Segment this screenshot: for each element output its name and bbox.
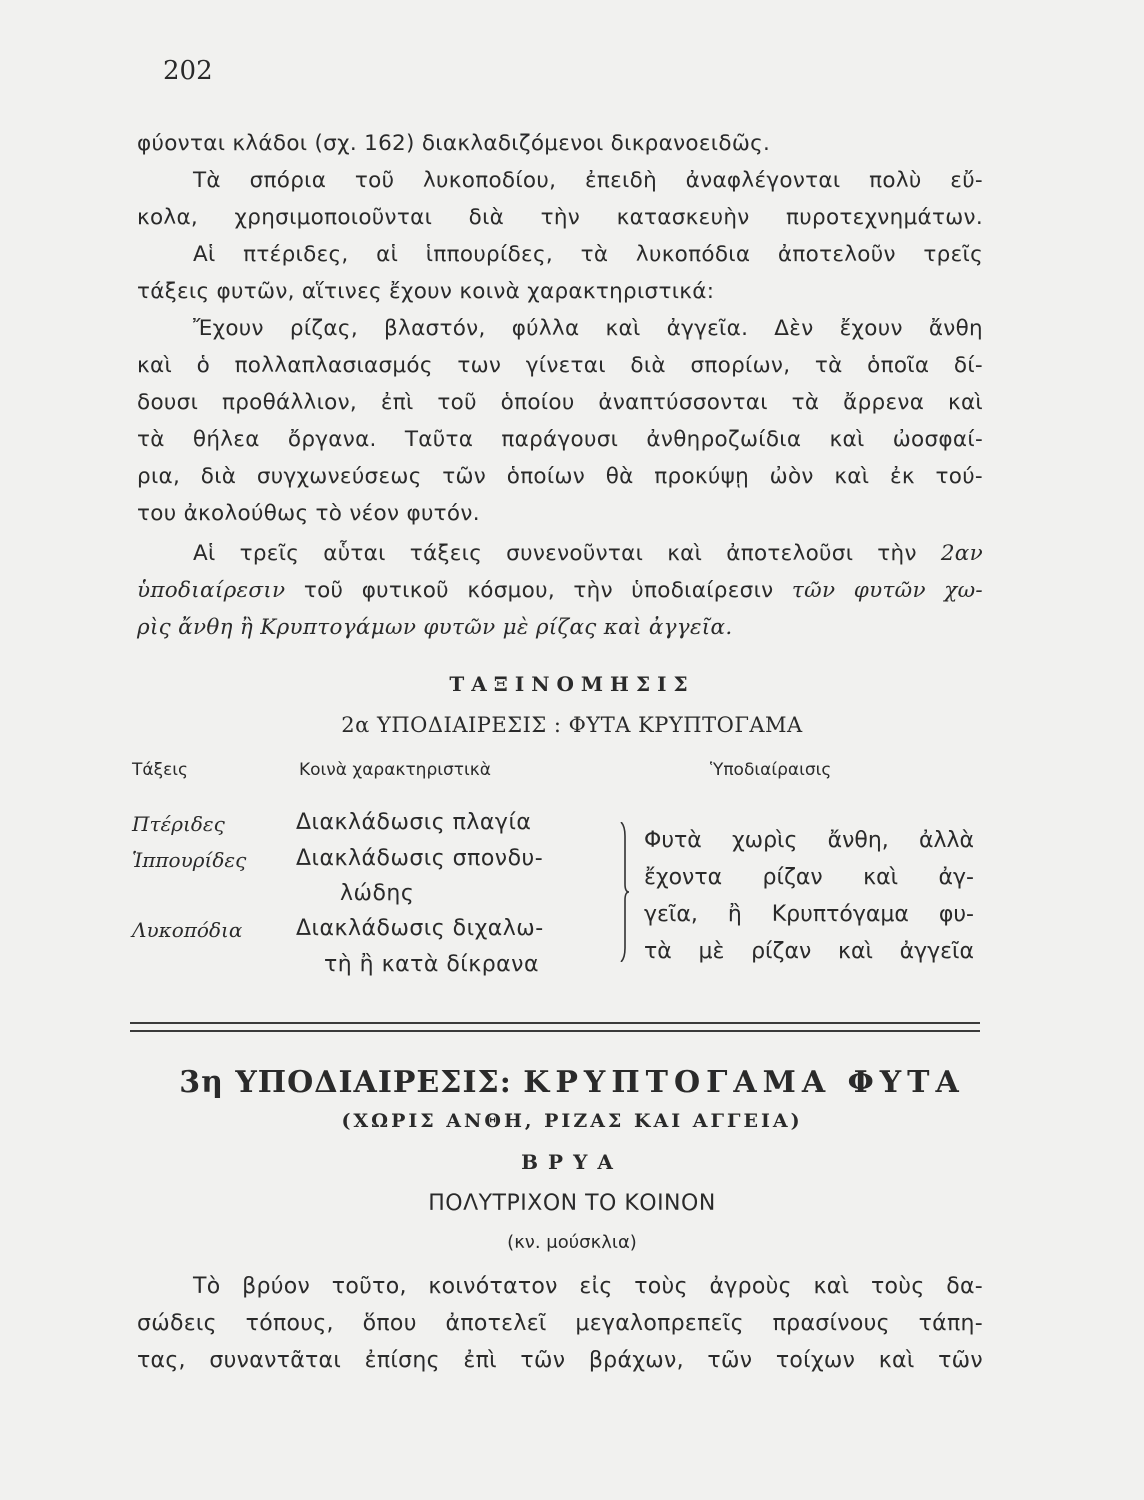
row-char-lykopodia-cont: τὴ ἢ κατὰ δίκρανα: [324, 952, 539, 977]
section-title-b: ΚΡΥΠΤΟΓΑΜΑ ΦΥΤΑ: [523, 1065, 965, 1100]
row-char-hippourides-cont: λώδης: [340, 881, 415, 906]
text-line: τας, συναντᾶται ἐπίσης ἐπὶ τῶν βράχων, τῶν τοίχων καὶ τῶν: [137, 1348, 983, 1373]
common-name: (κν. μούσκλια): [507, 1232, 637, 1253]
paragraph-2: [137, 162, 983, 236]
text-line: Ἔχουν ρίζας, βλαστόν, φύλλα καὶ ἀγγεῖα. Δὲν ἔχουν ἄνθη: [193, 316, 983, 341]
row-char-lykopodia: Διακλάδωσις διχαλω-: [296, 916, 544, 941]
italic-run: ὑποδιαίρεσιν: [137, 578, 286, 603]
text-line: τάξεις φυτῶν, αἵτινες ἔχουν κοινὰ χαρακτηριστικά:: [137, 279, 715, 304]
text-line: κολα, χρησιμοποιοῦνται διὰ τὴν κατασκευὴν πυροτεχνημάτων.: [137, 205, 983, 230]
text-line: ρια, διὰ συγχωνεύσεως τῶν ὁποίων θὰ προκύψῃ ὠὸν καὶ ἐκ τού-: [137, 464, 983, 489]
text-line: δουσι προθάλλιον, ἐπὶ τοῦ ὁποίου ἀναπτύσσονται τὰ ἄρρενα καὶ: [137, 390, 983, 415]
text-line: τὰ θήλεα ὄργανα. Ταῦτα παράγουσι ἀνθηροζωίδια καὶ ὠοσφαί-: [137, 427, 983, 452]
paragraph-1: [137, 125, 983, 162]
text-line: [137, 535, 983, 572]
page-number: 202: [163, 56, 213, 86]
text-line: τὰ μὲ ρίζαν καὶ ἀγγεῖα: [644, 939, 974, 964]
row-char-hippourides: Διακλάδωσις σπονδυ-: [296, 846, 544, 871]
species-heading: ΠΟΛΥΤΡΙΧΟΝ ΤΟ ΚΟΙΝΟΝ: [428, 1191, 716, 1216]
text-line: γεῖα, ἢ Κρυπτόγαμα φυ-: [644, 902, 974, 927]
italic-run: 2αν: [940, 541, 983, 566]
text-line: Φυτὰ χωρὶς ἄνθη, ἀλλὰ: [644, 828, 974, 853]
text-run: Αἱ τρεῖς αὗται τάξεις συνενοῦνται καὶ ἀποτελοῦσι τὴν: [193, 541, 917, 566]
section-title: [0, 1065, 1144, 1100]
text-line: [137, 572, 983, 609]
divider-rule-top: [130, 1022, 980, 1024]
subdivision-description: [644, 822, 974, 970]
section-title-a: 3η ΥΠΟΔΙΑΙΡΕΣΙΣ:: [179, 1065, 512, 1100]
row-name-hippourides: Ἱππουρίδες: [132, 848, 247, 872]
text-line: σώδεις τόπους, ὅπου ἀποτελεῖ μεγαλοπρεπεῖς πρασίνους τάπη-: [137, 1311, 983, 1336]
column-header-classes: Τάξεις: [132, 760, 188, 780]
text-line: Τὸ βρύον τοῦτο, κοινότατον εἰς τοὺς ἀγροὺς καὶ τοὺς δα-: [193, 1274, 983, 1299]
column-header-subdivision: Ὑποδιαίραισις: [710, 760, 832, 780]
section-subtitle: (ΧΩΡΙΣ ΑΝΘΗ, ΡΙΖΑΣ ΚΑΙ ΑΓΓΕΙΑ): [341, 1110, 803, 1132]
taxonomy-subtitle: 2α ΥΠΟΔΙΑΙΡΕΣΙΣ : ΦΥΤΑ ΚΡΥΠΤΟΓΑΜΑ: [341, 713, 803, 737]
taxonomy-title: ΤΑΞΙΝΟΜΗΣΙΣ: [449, 672, 695, 696]
group-heading: ΒΡΥΑ: [521, 1150, 623, 1174]
column-header-common: Κοινὰ χαρακτηριστικὰ: [299, 760, 491, 780]
paragraph-4: [137, 310, 983, 532]
paragraph-5: [137, 535, 983, 646]
text-line: Αἱ πτέριδες, αἱ ἱππουρίδες, τὰ λυκοπόδια ἀποτελοῦν τρεῖς: [193, 242, 983, 267]
row-name-lykopodia: Λυκοπόδια: [132, 918, 243, 942]
text-run: τοῦ φυτικοῦ κόσμου, τὴν ὑποδιαίρεσιν: [303, 578, 774, 603]
italic-run: τῶν φυτῶν χω-: [791, 578, 983, 603]
divider-rule-bottom: [130, 1030, 980, 1032]
text-line: καὶ ὁ πολλαπλασιασμός των γίνεται διὰ σπορίων, τὰ ὁποῖα δί-: [137, 353, 983, 378]
text-line: ἔχοντα ρίζαν καὶ ἀγ-: [644, 865, 974, 890]
brace-icon: [619, 822, 629, 962]
italic-run: ρὶς ἄνθη ἢ Κρυπτογάμων φυτῶν μὲ ρίζας καὶ ἀγγεῖα.: [137, 615, 733, 640]
text-line: φύονται κλάδοι (σχ. 162) διακλαδιζόμενοι δικρανοειδῶς.: [137, 131, 771, 156]
section-paragraph: [137, 1268, 983, 1379]
text-line: [137, 609, 983, 646]
row-char-pterides: Διακλάδωσις πλαγία: [296, 810, 532, 835]
text-line: του ἀκολούθως τὸ νέον φυτόν.: [137, 501, 480, 526]
text-line: Τὰ σπόρια τοῦ λυκοποδίου, ἐπειδὴ ἀναφλέγονται πολὺ εὔ-: [193, 168, 983, 193]
row-name-pterides: Πτέριδες: [132, 812, 225, 836]
paragraph-3: [137, 236, 983, 310]
